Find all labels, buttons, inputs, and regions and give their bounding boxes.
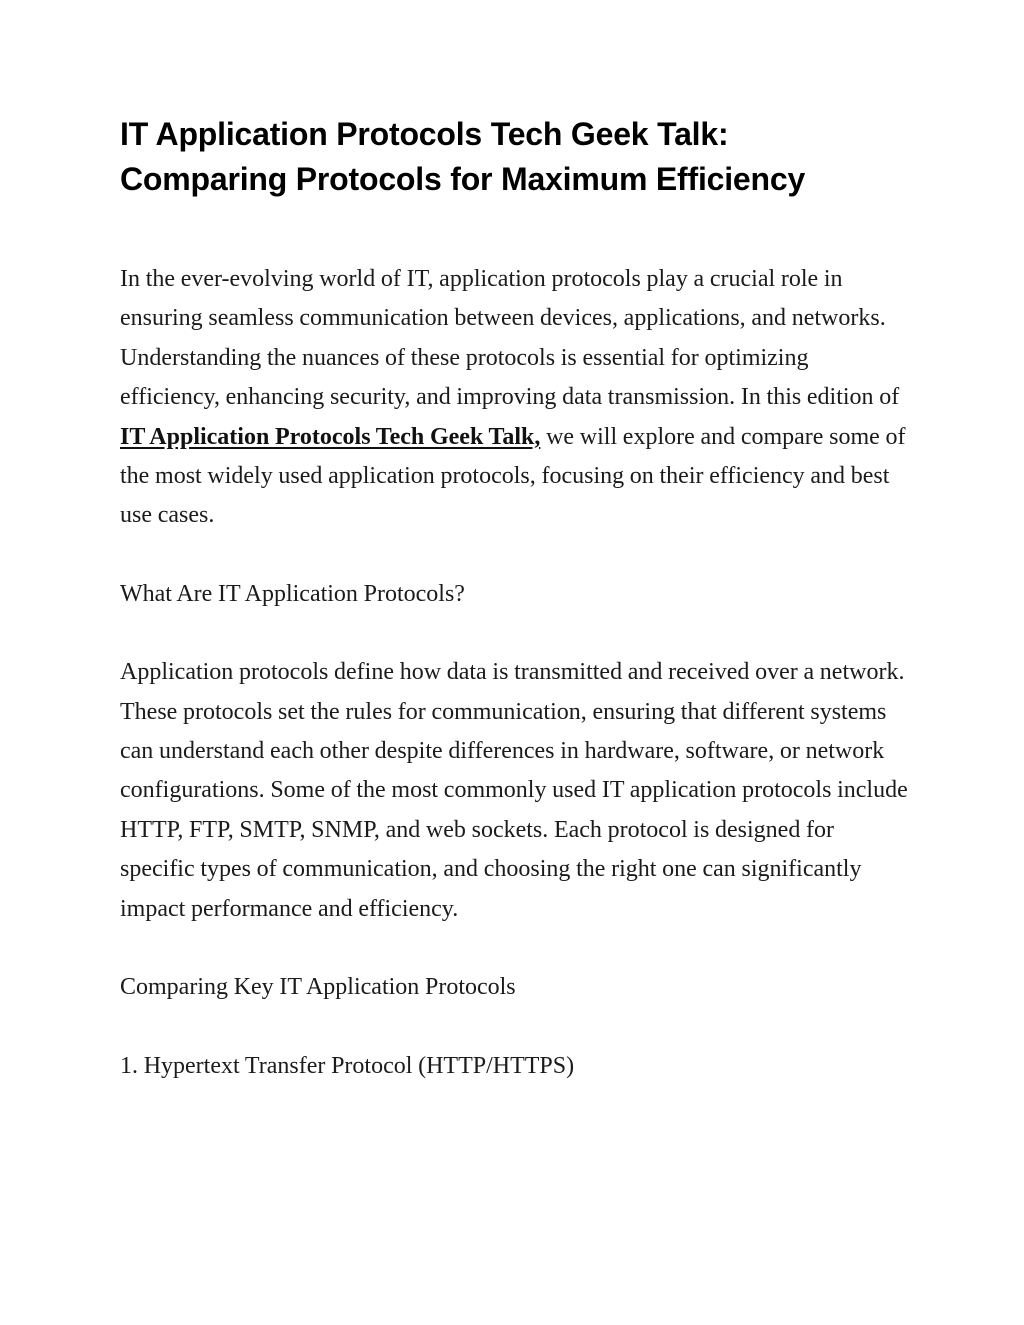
document-body xyxy=(120,260,910,1086)
page-title-line-2: Comparing Protocols for Maximum Efficiency xyxy=(120,161,806,197)
list-item-http-https: 1. Hypertext Transfer Protocol (HTTP/HTTPS) xyxy=(120,1052,575,1079)
section-heading-what-are-it-application-protocols: What Are IT Application Protocols? xyxy=(120,580,465,607)
page-title-line-1: IT Application Protocols Tech Geek Talk: xyxy=(120,116,729,152)
paragraph-intro-emphasis: IT Application Protocols Tech Geek Talk, xyxy=(120,423,541,450)
paragraph-intro-part-1: In the ever-evolving world of IT, application protocols play a crucial role in ensuring seamless communication between devices, applications, and networks. Understanding the nuances of these protocols is essential for optimizing efficiency, enhancing security, and improving data transmission. In this edition of xyxy=(120,266,900,411)
paragraph-definition: Application protocols define how data is transmitted and received over a network. These protocols set the rules for communication, ensuring that different systems can understand each other despite differences in hardware, software, or network configurations. Some of the most commonly used IT application protocols include HTTP, FTP, SMTP, SNMP, and web sockets. Each protocol is designed for specific types of communication, and choosing the right one can significantly impact performance and efficiency. xyxy=(120,659,908,922)
section-heading-comparing-key-it-application-protocols: Comparing Key IT Application Protocols xyxy=(120,974,516,1001)
document-content xyxy=(120,112,910,1086)
paragraph-intro-part-2: we will explore and compare some of the most widely used application protocols, focusing on their efficiency and best use cases. xyxy=(120,423,906,529)
paragraph-intro xyxy=(120,260,910,536)
page-title xyxy=(120,112,895,202)
